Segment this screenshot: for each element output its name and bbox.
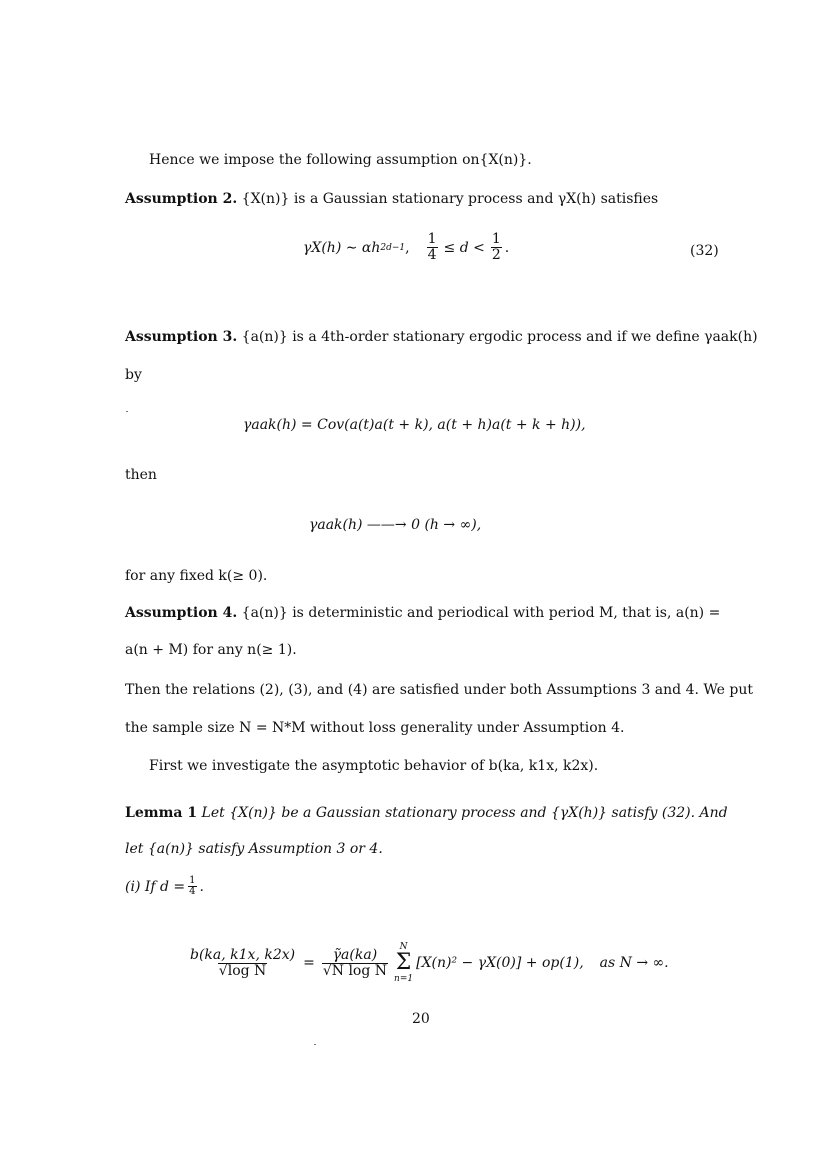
eq32-frac-quarter bbox=[427, 232, 438, 263]
paragraph-line1: Then the relations (2), (3), and (4) are satisfied under both Assumptions 3 and 4. We put bbox=[125, 682, 753, 698]
lemma-eq-equals: = bbox=[303, 955, 315, 971]
paragraph-line3: First we investigate the asymptotic behavior of b(ka, k1x, k2x). bbox=[149, 758, 599, 774]
page-number: 20 bbox=[412, 1011, 430, 1027]
eq32-comma: , bbox=[405, 239, 410, 256]
lemma-eq-lhs-den: √log N bbox=[218, 962, 267, 979]
limit-equation: γaak(h) ——→ 0 (h → ∞), bbox=[309, 517, 482, 533]
eq32-frac-half bbox=[491, 232, 502, 263]
cov-equation: γaak(h) = Cov(a(t)a(t + k), a(t + h)a(t + k + h)), bbox=[243, 417, 586, 433]
equation-32 bbox=[303, 232, 509, 263]
case-i-end: . bbox=[199, 878, 204, 895]
eq32-lhs: γX(h) ∼ αh bbox=[303, 239, 381, 256]
case-i-label: (i) If d = bbox=[125, 878, 186, 895]
assumption-4-line bbox=[125, 604, 720, 622]
lemma-eq-as: as N → ∞. bbox=[599, 955, 669, 971]
assumption-2-line bbox=[125, 190, 658, 208]
assumption-4-label: Assumption 4. bbox=[125, 605, 238, 621]
lemma-1-text1: Let {X(n)} be a Gaussian stationary process and {γX(h)} satisfy (32). And bbox=[201, 805, 728, 821]
lemma-1-equation bbox=[186, 942, 669, 984]
assumption-4-line2: a(n + M) for any n(≥ 1). bbox=[125, 642, 297, 658]
sum-lower: n=1 bbox=[394, 974, 414, 984]
lemma-1-case-i bbox=[125, 876, 204, 897]
lemma-1-line2: let {a(n)} satisfy Assumption 3 or 4. bbox=[125, 841, 383, 857]
assumption-3-line bbox=[125, 328, 758, 346]
eq32-frac2-num: 1 bbox=[491, 231, 501, 247]
lemma-eq-tail: [X(n)² − γX(0)] + op(1), bbox=[416, 955, 584, 971]
eq32-frac1-den: 4 bbox=[427, 247, 437, 263]
eq32-frac2-den: 2 bbox=[491, 247, 501, 263]
lemma-eq-sum bbox=[394, 942, 413, 984]
lemma-eq-lhs-num: b(ka, k1x, k2x) bbox=[190, 946, 296, 963]
speck-mark bbox=[126, 411, 128, 412]
paragraph-line2: the sample size N = N*M without loss generality under Assumption 4. bbox=[125, 720, 625, 736]
eq32-mid: ≤ d < bbox=[443, 239, 485, 256]
assumption-2-label: Assumption 2. bbox=[125, 191, 238, 207]
lemma-eq-rhs-num: γ̃a(ka) bbox=[332, 946, 378, 963]
assumption-4-text: {a(n)} is deterministic and periodical with period M, that is, a(n) = bbox=[241, 605, 721, 621]
case-i-num: 1 bbox=[189, 875, 196, 886]
eq32-end: . bbox=[504, 239, 510, 256]
assumption-3-text: {a(n)} is a 4th-order stationary ergodic process and if we define γaak(h) bbox=[241, 329, 758, 345]
assumption-3-by: by bbox=[125, 367, 142, 383]
case-i-frac bbox=[188, 876, 196, 897]
intro-line: Hence we impose the following assumption on{X(n)}. bbox=[149, 152, 532, 168]
speck-mark bbox=[314, 1044, 316, 1045]
assumption-3-then: then bbox=[125, 467, 157, 483]
lemma-1-label: Lemma 1 bbox=[125, 805, 198, 821]
eq32-exponent: 2d−1 bbox=[380, 242, 406, 253]
lemma-eq-lhs bbox=[189, 948, 296, 979]
assumption-2-text: {X(n)} is a Gaussian stationary process and γX(h) satisfies bbox=[241, 191, 659, 207]
sum-symbol: Σ bbox=[395, 950, 412, 975]
lemma-eq-rhs bbox=[322, 948, 388, 979]
lemma-1-line1 bbox=[125, 804, 728, 822]
case-i-den: 4 bbox=[189, 886, 196, 897]
sum-upper: N bbox=[399, 942, 408, 952]
lemma-eq-rhs-den: √N log N bbox=[322, 962, 388, 979]
equation-number-32: (32) bbox=[690, 243, 719, 259]
assumption-3-label: Assumption 3. bbox=[125, 329, 238, 345]
eq32-frac1-num: 1 bbox=[427, 231, 437, 247]
for-any-fixed: for any fixed k(≥ 0). bbox=[125, 568, 268, 584]
